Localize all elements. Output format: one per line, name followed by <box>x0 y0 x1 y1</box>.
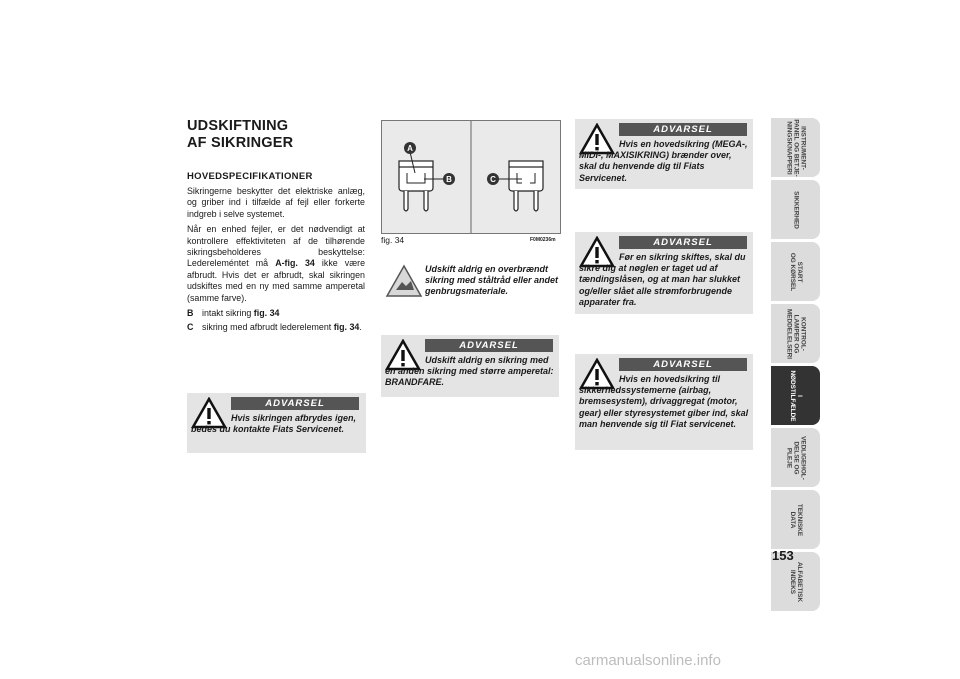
warning-text: Hvis en hovedsikring til sikkerhedssystemerne (airbag, bremsesystem), drivaggregat (motor, gear) eller styresystemet giber ind, skal man henvende sig til Fiat servicenet. <box>579 374 749 429</box>
figure-caption: fig. 34 <box>381 235 405 245</box>
callout-c: C <box>490 175 496 184</box>
tab-label: VEDLIGEHOL- DELSE OG PLEJE <box>785 435 806 480</box>
tab-maintenance[interactable] <box>771 428 820 487</box>
fuse-illustration <box>382 121 560 233</box>
warning-text: Udskift aldrig en sikring med en anden sikring med større amperetal: BRANDFARE. <box>385 355 554 388</box>
paragraph-1: Sikringerne beskytter det elektriske anlæg, og griber ind i tilfælde af fejl eller forkerte indgreb i selve systemet. <box>187 186 365 219</box>
warning-box-5 <box>575 354 753 450</box>
figure-34 <box>381 120 561 234</box>
warning-text: Før en sikring skiftes, skal du sikre dig at nøglen er taget ud af tændingslåsen, og at man har slukket og/eller slået alle strømforbrugende apparater fra. <box>579 252 746 307</box>
figure-code: F0M0236m <box>530 237 556 243</box>
tab-start-driving[interactable] <box>771 242 820 301</box>
callout-a: A <box>407 144 413 153</box>
warning-label: ADVARSEL <box>231 397 359 410</box>
tab-label: ALFABETISK INDEKS <box>788 561 803 602</box>
callout-b: B <box>446 175 452 184</box>
warning-box-1 <box>187 393 366 453</box>
tab-label: START OG KØRSEL <box>788 252 803 291</box>
note-box <box>381 262 559 320</box>
warning-label: ADVARSEL <box>619 358 747 371</box>
tab-label: TEKNISKE DATA <box>788 503 803 536</box>
environment-triangle-icon <box>385 264 423 298</box>
warning-box-2 <box>381 335 559 397</box>
tab-label: KONTROL- LAMPER OG MEDDELELSERI <box>785 308 806 359</box>
definition-c: C sikring med afbrudt lederelement fig. 34. <box>187 322 362 333</box>
warning-text: Hvis sikringen afbrydes igen, bedes du kontakte Fiats Servicenet. <box>191 413 357 435</box>
tab-safety[interactable] <box>771 180 820 239</box>
warning-label: ADVARSEL <box>619 123 747 136</box>
subheading: HOVEDSPECIFIKATIONER <box>187 171 313 182</box>
tab-label: SIKKERHED <box>792 190 799 229</box>
tab-label: I NØDSTILFÆLDE <box>788 369 803 422</box>
section-title: UDSKIFTNING AF SIKRINGER <box>187 118 294 151</box>
page-number: 153 <box>772 548 794 563</box>
warning-label: ADVARSEL <box>425 339 553 352</box>
warning-text: Hvis en hovedsikring (MEGA-, MIDI-, MAXISIKRING) brænder over, skal du henvende dig til Fiats Servicenet. <box>579 139 748 183</box>
tab-emergency[interactable] <box>771 366 820 425</box>
tab-label: INSTRUMENT- PANEL OG BETJE- NINGSKNAPPERI <box>785 118 806 177</box>
tab-warning-lights[interactable] <box>771 304 820 363</box>
warning-label: ADVARSEL <box>619 236 747 249</box>
warning-box-3 <box>575 119 753 189</box>
definition-b: B intakt sikring fig. 34 <box>187 308 280 319</box>
warning-box-4 <box>575 232 753 314</box>
watermark: carmanualsonline.info <box>575 652 721 669</box>
note-text: Udskift aldrig en overbrændt sikring med ståltråd eller andet genbrugsmateriale. <box>425 264 559 297</box>
tab-instrument-panel[interactable] <box>771 118 820 177</box>
tab-technical-data[interactable] <box>771 490 820 549</box>
body-text <box>187 186 365 337</box>
paragraph-2: Når en enhed fejler, er det nødvendigt at kontrollere effektiviteten af de tilhørende sikringsbeholderes beskyttelse: Ledereleméntet må A-fig. 34 ikke være afbrudt. Hvis det er afbrudt, skal sikringen udskiftes med en ny med samme amperetal (samme farve). <box>187 224 366 303</box>
